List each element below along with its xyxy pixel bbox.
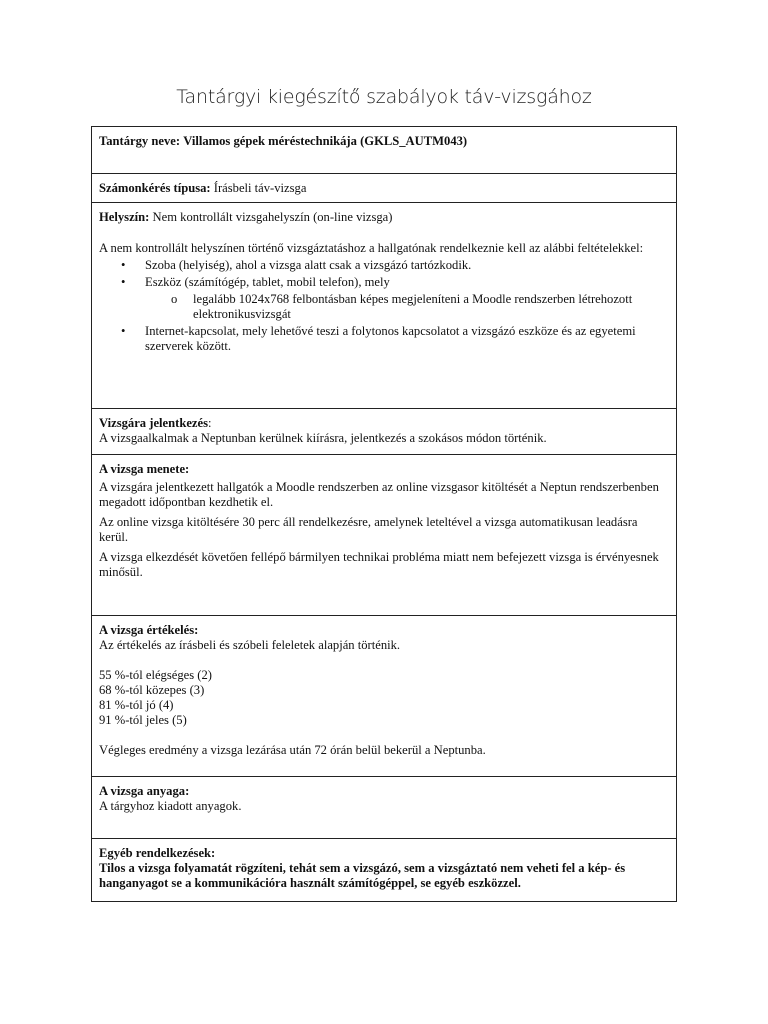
- page-title: Tantárgyi kiegészítő szabályok táv-vizsgához: [176, 86, 592, 108]
- procedure-paragraph: A vizsgára jelentkezett hallgatók a Moodle rendszerben az online vizsgasor kitöltését a Neptun rendszerbenben megadott időpontban kezdhetik el.: [99, 480, 659, 509]
- requirements-list: [99, 258, 669, 290]
- bullet-icon: •: [121, 258, 126, 272]
- cell-other: [92, 839, 677, 902]
- cell-material: [92, 777, 677, 839]
- evaluation-intro: Az értékelés az írásbeli és szóbeli feleletek alapján történik.: [99, 638, 401, 652]
- registration-heading: [99, 416, 669, 431]
- location-label: Helyszín:: [99, 210, 150, 224]
- location-intro: A nem kontrollált helyszínen történő vizsgáztatáshoz a hallgatónak rendelkeznie kell az alábbi feltételekkel:: [99, 241, 644, 255]
- list-item-text: Internet-kapcsolat, mely lehetővé teszi a folytonos kapcsolatot a vizsgázó eszköze és az egyetemi szerverek között.: [145, 324, 636, 353]
- grade-item: 55 %-tól elégséges (2): [99, 668, 212, 682]
- row-other: [92, 839, 677, 902]
- location-value: Nem kontrollált vizsgahelyszín (on-line vizsga): [152, 210, 393, 224]
- registration-label: Vizsgára jelentkezés: [99, 416, 208, 430]
- list-item-text: Szoba (helyiség), ahol a vizsga alatt csak a vizsgázó tartózkodik.: [145, 258, 472, 272]
- subject-value: Villamos gépek méréstechnikája (GKLS_AUTM043): [183, 134, 468, 148]
- procedure-label: [99, 462, 669, 477]
- exam-type-line: [99, 181, 669, 196]
- grade-item: 68 %-tól közepes (3): [99, 683, 205, 697]
- rules-table: [91, 126, 677, 902]
- cell-exam-type: [92, 174, 677, 203]
- sub-list-item-text: legalább 1024x768 felbontásban képes megjeleníteni a Moodle rendszerben létrehozott elektronikusvizsgát: [193, 292, 633, 321]
- procedure-paragraph: Az online vizsga kitöltésére 30 perc áll rendelkezésre, amelynek leteltével a vizsga automatikusan leadásra kerül.: [99, 515, 638, 544]
- cell-evaluation: [92, 616, 677, 777]
- procedure-paragraph: A vizsga elkezdését követően fellépő bármilyen technikai probléma miatt nem befejezett vizsga is érvényesnek minősül.: [99, 550, 659, 579]
- row-exam-type: [92, 174, 677, 203]
- list-item: [99, 324, 669, 354]
- other-text: Tilos a vizsga folyamatát rögzíteni, tehát sem a vizsgázó, sem a vizsgáztató nem veheti fel a kép- és hanganyagot se a kommunikációra használt számítógéppel, se egyéb eszközzel.: [99, 861, 626, 890]
- row-subject: [92, 127, 677, 174]
- subject-label: Tantárgy neve:: [99, 134, 181, 148]
- evaluation-label-text: A vizsga értékelés:: [99, 623, 199, 637]
- material-label-text: A vizsga anyaga:: [99, 784, 190, 798]
- grade-item: 91 %-tól jeles (5): [99, 713, 187, 727]
- material-text: A tárgyhoz kiadott anyagok.: [99, 799, 242, 813]
- row-location: [92, 203, 677, 409]
- other-label: [99, 846, 669, 861]
- bullet-icon: •: [121, 324, 126, 338]
- subject-line: [99, 134, 669, 149]
- row-material: [92, 777, 677, 839]
- list-item-text: Eszköz (számítógép, tablet, mobil telefon), mely: [145, 275, 390, 289]
- list-item: [99, 275, 669, 290]
- cell-subject: [92, 127, 677, 174]
- sub-list-item: [99, 292, 669, 322]
- procedure-label-text: A vizsga menete:: [99, 462, 190, 476]
- exam-type-value: Írásbeli táv-vizsga: [213, 181, 307, 195]
- location-line: [99, 210, 669, 225]
- grades-list: [99, 668, 669, 728]
- device-sublist: [99, 292, 669, 322]
- row-registration: [92, 409, 677, 455]
- material-label: [99, 784, 669, 799]
- cell-procedure: [92, 455, 677, 616]
- registration-colon: :: [208, 416, 212, 430]
- requirements-list-cont: [99, 324, 669, 354]
- registration-text: A vizsgaalkalmak a Neptunban kerülnek kiírásra, jelentkezés a szokásos módon történik.: [99, 431, 547, 445]
- circle-bullet-icon: o: [171, 292, 178, 306]
- row-procedure: [92, 455, 677, 616]
- grade-item: 81 %-tól jó (4): [99, 698, 174, 712]
- list-item: [99, 258, 669, 273]
- cell-location: [92, 203, 677, 409]
- cell-registration: [92, 409, 677, 455]
- bullet-icon: •: [121, 275, 126, 289]
- evaluation-final: Végleges eredmény a vizsga lezárása után 72 órán belül bekerül a Neptunba.: [99, 743, 486, 757]
- row-evaluation: [92, 616, 677, 777]
- exam-type-label: Számonkérés típusa:: [99, 181, 211, 195]
- other-label-text: Egyéb rendelkezések:: [99, 846, 216, 860]
- evaluation-label: [99, 623, 669, 638]
